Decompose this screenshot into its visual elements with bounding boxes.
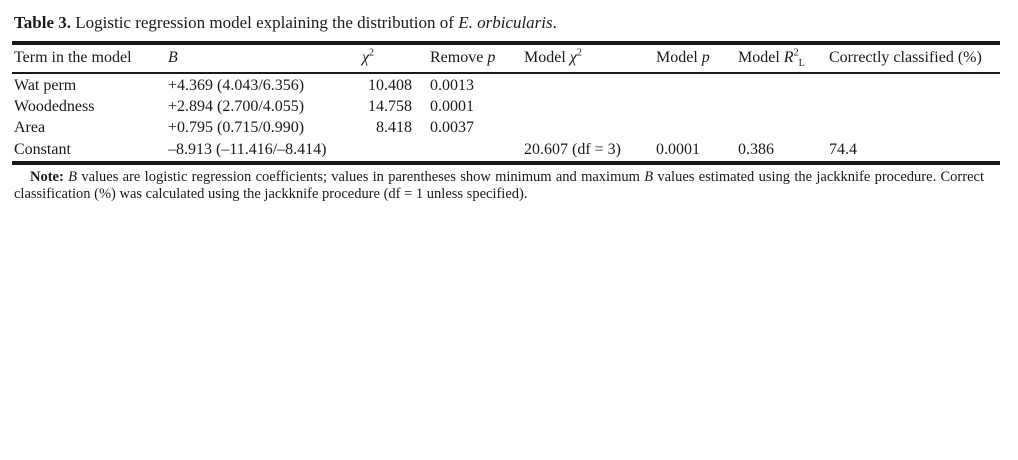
header-model-r-sub: L — [798, 58, 805, 70]
header-remove-p — [430, 49, 495, 67]
cell-chi2: 8.418 — [376, 119, 412, 136]
caption-label: Table 3. — [14, 13, 72, 32]
header-remove-p-var: p — [487, 49, 496, 66]
cell-correctly-classified: 74.4 — [829, 141, 857, 158]
note-b-var: B — [644, 169, 654, 185]
header-term: Term in the model — [14, 49, 132, 66]
cell-term: Woodedness — [14, 98, 95, 115]
cell-chi2: 14.758 — [368, 98, 412, 115]
cell-term: Wat perm — [14, 77, 77, 94]
cell-b: +2.894 (2.700/4.055) — [168, 98, 305, 115]
table-top-rule — [12, 41, 1000, 45]
header-model-r-sup: 2 — [793, 47, 799, 59]
note-text-2: values estimated using the jackknife procedure. Correct classification (%) was calculated using the jackknife procedure (df = 1 unless specified). — [14, 169, 984, 202]
cell-model-chi2: 20.607 (df = 3) — [524, 141, 622, 158]
note-text-1: values are logistic regression coefficients; values in parentheses show minimum and maximum — [81, 169, 640, 185]
table-bottom-rule — [12, 161, 1000, 165]
header-remove-prefix: Remove — [430, 49, 484, 66]
note-label: Note: — [30, 169, 64, 185]
header-chi-symbol: χ — [362, 49, 370, 66]
header-model-r-var: R — [783, 49, 794, 66]
cell-remove-p: 0.0001 — [430, 98, 474, 115]
caption-text: Logistic regression model explaining the distribution of — [75, 13, 454, 32]
cell-b: –8.913 (–11.416/–8.414) — [168, 141, 327, 158]
header-model-p-var: p — [701, 49, 710, 66]
cell-term: Area — [14, 119, 46, 136]
cell-b: +4.369 (4.043/6.356) — [168, 77, 305, 94]
header-model-p — [656, 49, 710, 67]
cell-model-p: 0.0001 — [656, 141, 700, 158]
cell-remove-p: 0.0037 — [430, 119, 474, 136]
cell-chi2: 10.408 — [368, 77, 412, 94]
note-b-var: B — [68, 169, 77, 185]
header-model-chi-symbol: χ — [569, 49, 577, 66]
header-b: B — [168, 49, 178, 66]
header-model-p-prefix: Model — [656, 49, 698, 66]
cell-b: +0.795 (0.715/0.990) — [168, 119, 305, 136]
cell-remove-p: 0.0013 — [430, 77, 474, 94]
header-model-r2 — [738, 47, 805, 70]
caption-species: E. orbicularis — [458, 13, 553, 32]
cell-term: Constant — [14, 141, 71, 158]
header-correctly-classified: Correctly classified (%) — [829, 49, 982, 66]
caption-end: . — [552, 13, 557, 32]
header-chi-sup: 2 — [369, 47, 375, 59]
table-note — [14, 169, 984, 203]
table-header-rule — [12, 72, 1000, 74]
header-model-chi2 — [524, 49, 582, 67]
table-caption — [14, 13, 557, 33]
cell-model-r2: 0.386 — [738, 141, 774, 158]
header-model-r-prefix: Model — [738, 49, 780, 66]
header-model-chi-sup: 2 — [576, 47, 582, 59]
header-model-chi-prefix: Model — [524, 49, 566, 66]
header-chi2 — [362, 49, 374, 67]
